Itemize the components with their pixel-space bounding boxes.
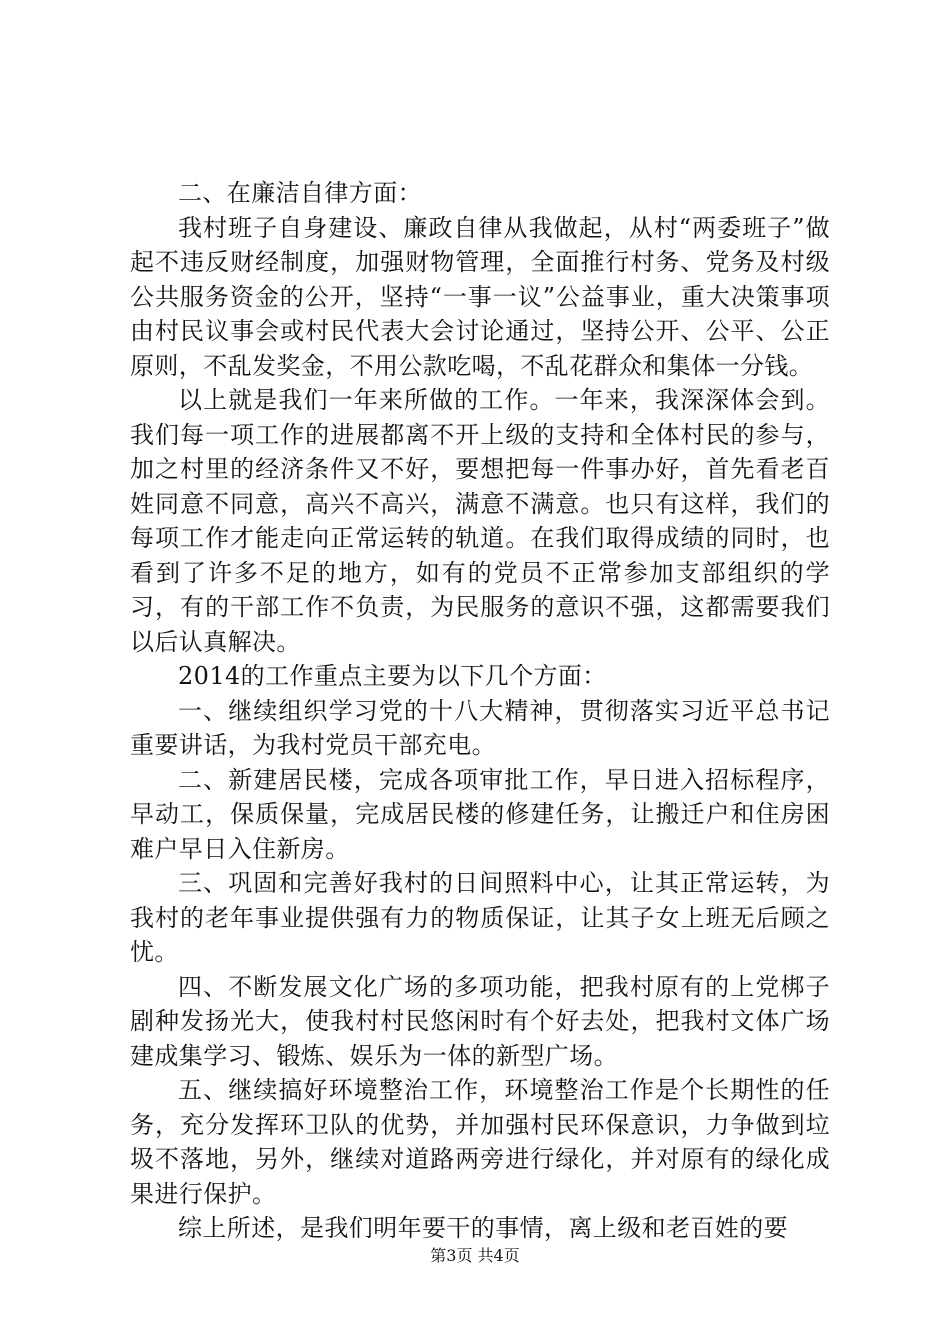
paragraph-conclusion: 综上所述，是我们明年要干的事情，离上级和老百姓的要 (178, 1214, 788, 1242)
paragraph-2014-focus-intro: 2014的工作重点主要为以下几个方面： (178, 662, 607, 690)
paragraph-year-summary: 以上就是我们一年来所做的工作。一年来，我深深体会到。我们每一项工作的进展都离不开上级的支持和全体村民的参与，加之村里的经济条件又不好，要想把每一件事办好，首先看老百姓同意不同意，高兴不高兴，满意不满意。也只有这样，我们的每项工作才能走向正常运转的轨道。在我们取得成绩的同时，也看到了许多不足的地方，如有的党员不正常参加支部组织的学习，有的干部工作不负责，为民服务的意识不强，这都需要我们以后认真解决。 (130, 386, 830, 656)
list-item-cultural-square: 四、不断发展文化广场的多项功能，把我村原有的上党梆子剧种发扬光大，使我村村民悠闲时有个好去处，把我村文体广场建成集学习、锻炼、娱乐为一体的新型广场。 (130, 972, 830, 1070)
list-item-day-care-center: 三、巩固和完善好我村的日间照料中心，让其正常运转，为我村的老年事业提供强有力的物质保证，让其子女上班无后顾之忧。 (130, 869, 830, 966)
document-body (130, 176, 830, 1246)
list-item-residential-building: 二、新建居民楼，完成各项审批工作，早日进入招标程序，早动工，保质保量，完成居民楼的修建任务，让搬迁户和住房困难户早日入住新房。 (130, 765, 830, 863)
paragraph-integrity-details: 我村班子自身建设、廉政自律从我做起，从村“两委班子”做起不违反财经制度，加强财物管理，全面推行村务、党务及村级公共服务资金的公开，坚持“一事一议”公益事业，重大决策事项由村民议事会或村民代表大会讨论通过，坚持公开、公平、公正原则，不乱发奖金，不用公款吃喝，不乱花群众和集体一分钱。 (130, 213, 830, 380)
list-item-environment: 五、继续搞好环境整治工作，环境整治工作是个长期性的任务，充分发挥环卫队的优势，并加强村民环保意识，力争做到垃圾不落地，另外，继续对道路两旁进行绿化，并对原有的绿化成果进行保护。 (130, 1076, 830, 1208)
page-number-footer: 第3页 共4页 (430, 1246, 520, 1265)
list-item-study: 一、继续组织学习党的十八大精神，贯彻落实习近平总书记重要讲话，为我村党员干部充电。 (130, 696, 830, 759)
section-heading-integrity: 二、在廉洁自律方面： (178, 179, 422, 207)
